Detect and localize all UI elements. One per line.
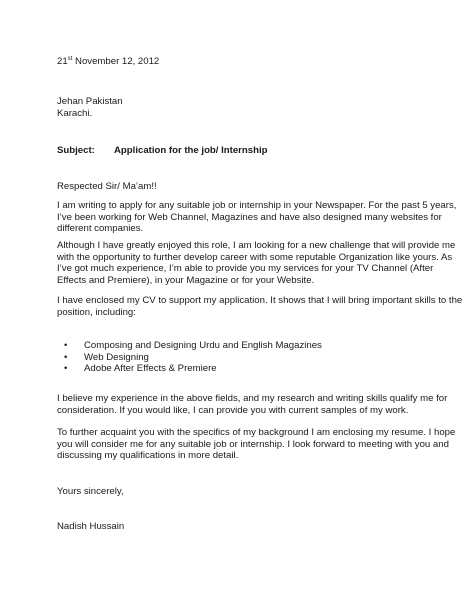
paragraph-cv: [57, 295, 463, 318]
list-item: [64, 340, 404, 352]
bullet-icon: •: [64, 340, 68, 351]
paragraph-line: I’ve been working for Web Channel, Magazines and have also designed many websites for: [57, 211, 442, 223]
paragraph-line: consideration. If you would like, I can provide you with current samples of my work.: [57, 404, 409, 416]
bullet-icon: •: [64, 351, 68, 363]
paragraph-line: with the opportunity to further develop career with some reputable Organization like yours. As: [57, 251, 453, 263]
subject-text: Application for the job/ Internship: [114, 145, 268, 156]
paragraph-qualification: [57, 393, 448, 416]
skill-text: Composing and Designing Urdu and English Magazines: [84, 340, 322, 351]
skills-list: [64, 340, 404, 375]
paragraph-line: position, including:: [57, 306, 136, 318]
paragraph-intro: [57, 200, 457, 235]
salutation: Respected Sir/ Ma’am!!: [57, 181, 157, 192]
paragraph-line: you will consider me for any suitable job or internship. I look forward to meeting with you and: [57, 438, 449, 450]
recipient-address: [57, 96, 421, 119]
address-line: Karachi.: [57, 107, 93, 119]
paragraph-line: I believe my experience in the above fields, and my research and writing skills qualify me for: [57, 393, 448, 404]
date-day: 21: [57, 56, 68, 67]
paragraph-line: I have enclosed my CV to support my application. It shows that I will bring important skills to the: [57, 295, 463, 306]
paragraph-line: I am writing to apply for any suitable job or internship in your Newspaper. For the past 5 years,: [57, 200, 457, 211]
paragraph-line: discussing my qualifications in more detail.: [57, 450, 239, 462]
signature-name: Nadish Hussain: [57, 521, 125, 532]
complimentary-close: Yours sincerely,: [57, 486, 124, 497]
paragraph-line: I’ve got much experience, I’m able to provide you my services for your TV Channel (After: [57, 263, 434, 275]
paragraph-motivation: [57, 240, 456, 286]
subject-line: [57, 145, 421, 157]
paragraph-line: Effects and Premiere), in your Magazine or for your Website.: [57, 274, 315, 286]
address-line: Jehan Pakistan: [57, 96, 123, 107]
paragraph-line: different companies.: [57, 223, 144, 235]
date-rest: November 12, 2012: [72, 56, 160, 67]
skill-text: Web Designing: [84, 351, 149, 363]
bullet-icon: •: [64, 363, 68, 375]
paragraph-line: To further acquaint you with the specifics of my background I am enclosing my resume. I hope: [57, 427, 456, 438]
paragraph-closing: [57, 427, 456, 462]
subject-label: Subject:: [57, 145, 95, 156]
list-item: [64, 352, 404, 364]
list-item: [64, 363, 404, 375]
date-ordinal: st: [67, 56, 73, 62]
skill-text: Adobe After Effects & Premiere: [84, 363, 217, 375]
paragraph-line: Although I have greatly enjoyed this role, I am looking for a new challenge that will provide me: [57, 240, 456, 251]
letter-date: [57, 56, 421, 68]
